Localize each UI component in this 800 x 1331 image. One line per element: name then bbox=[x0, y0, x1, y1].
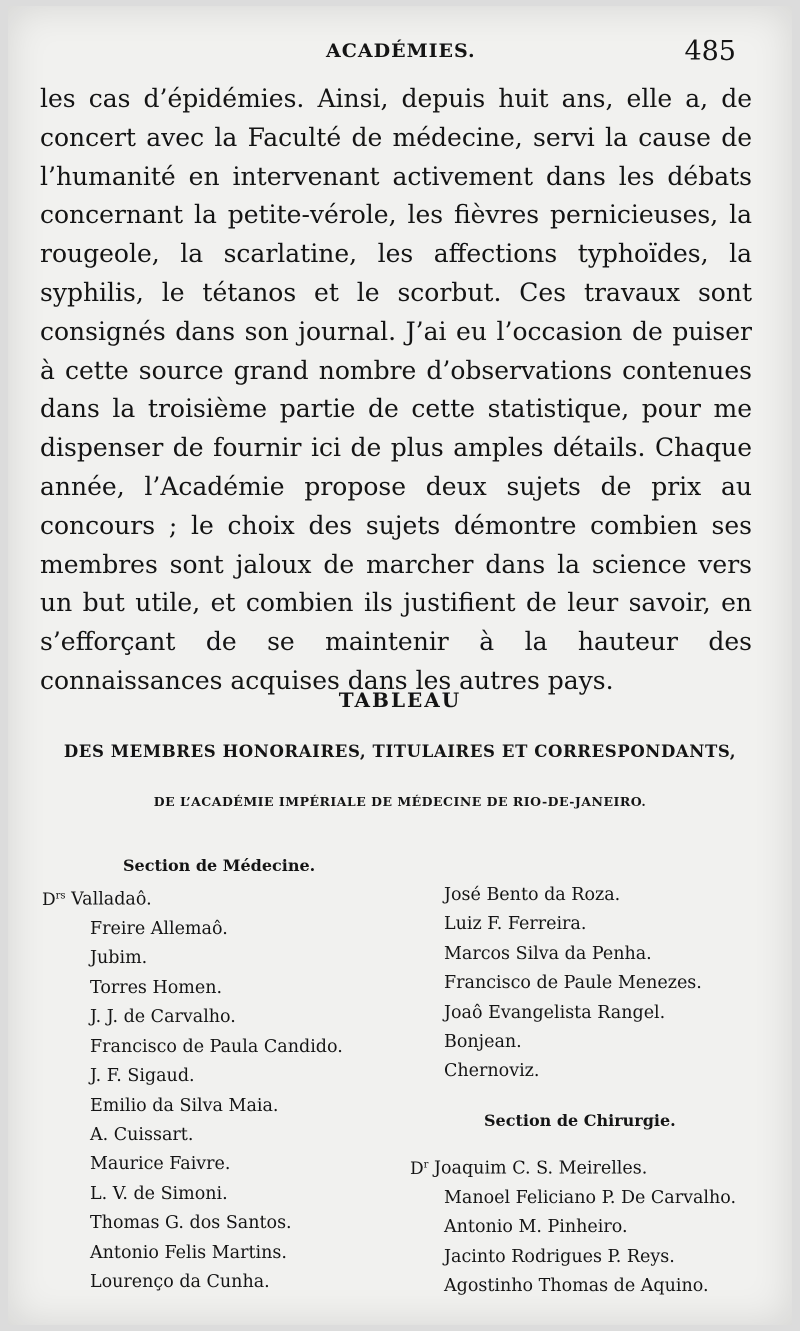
book-page bbox=[8, 6, 792, 1325]
chirurgie-column bbox=[406, 1150, 776, 1302]
member-list-item: Jubim. bbox=[90, 948, 148, 969]
member-list-item: Maurice Faivre. bbox=[90, 1154, 231, 1175]
table-subtitle: DES MEMBRES HONORAIRES, TITULAIRES ET CORRESPONDANTS, bbox=[63, 742, 737, 761]
section-heading-medecine: Section de Médecine. bbox=[123, 856, 316, 875]
medecine-left-column bbox=[42, 881, 402, 1297]
member-list-item: Manoel Feliciano P. De Carvalho. bbox=[444, 1188, 737, 1209]
member-list-item: José Bento da Roza. bbox=[444, 885, 621, 905]
member-list-item: A. Cuissart. bbox=[90, 1124, 194, 1145]
table-title: TABLEAU bbox=[338, 688, 462, 712]
member-list-item: J. F. Sigaud. bbox=[90, 1066, 195, 1087]
member-list-item: $D^{rs}$ Valladaô. bbox=[42, 889, 152, 910]
member-list-item: Antonio Felis Martins. bbox=[90, 1242, 287, 1263]
doctor-prefix: $D^r$ bbox=[410, 1158, 429, 1179]
member-list-item: Francisco de Paula Candido. bbox=[90, 1036, 343, 1057]
running-head bbox=[8, 36, 792, 70]
table-subtitle-academy: DE L’ACADÉMIE IMPÉRIALE DE MÉDECINE DE RIO-DE-JANEIRO. bbox=[153, 794, 647, 809]
member-list-item: Emilio da Silva Maia. bbox=[90, 1095, 279, 1116]
page-number: 485 bbox=[684, 36, 736, 67]
member-list-item: Agostinho Thomas de Aquino. bbox=[444, 1276, 709, 1297]
medecine-right-column bbox=[406, 881, 776, 1087]
member-list-item: Joaô Evangelista Rangel. bbox=[444, 1002, 666, 1023]
member-list-item: Thomas G. dos Santos. bbox=[90, 1213, 292, 1234]
member-list-item: Freire Allemaô. bbox=[90, 919, 228, 940]
member-list-item: $D^r$ Joaquim C. S. Meirelles. bbox=[410, 1158, 648, 1179]
running-title: ACADÉMIES. bbox=[326, 40, 476, 62]
member-list-item: Antonio M. Pinheiro. bbox=[444, 1217, 628, 1238]
member-list-item: Bonjean. bbox=[444, 1032, 522, 1053]
member-list-item: Chernoviz. bbox=[444, 1061, 540, 1082]
member-list-item: Torres Homen. bbox=[90, 977, 223, 998]
member-list-item: Francisco de Paule Menezes. bbox=[444, 973, 702, 994]
member-list-item: Lourenço da Cunha. bbox=[90, 1271, 270, 1292]
doctor-prefix: $D^{rs}$ bbox=[42, 889, 66, 910]
section-heading-chirurgie: Section de Chirurgie. bbox=[484, 1111, 676, 1130]
member-list-item: Luiz F. Ferreira. bbox=[444, 914, 587, 935]
member-list-item: Jacinto Rodrigues P. Reys. bbox=[444, 1246, 675, 1267]
body-paragraph: les cas d’épidémies. Ainsi, depuis huit ans, elle a, de concert avec la Faculté de médecine, servi la cause de l’humanité en intervenant activement dans les débats concernant la petite-vérole, les fièvres pernicieuses, la rougeole, la scarlatine, les affections typhoïdes, la syphilis, le tétanos et le scorbut. Ces travaux sont consignés dans son journal. J’ai eu l’occasion de puiser à cette source grand nombre d’observations contenues dans la troisième partie de cette statistique, pour me dispenser de fournir ici de plus amples détails. Chaque année, l’Académie propose deux sujets de prix au concours ; le choix des sujets démontre combien ses membres sont jaloux de marcher dans la science vers un but utile, et combien ils justifient de leur savoir, en s’efforçant de se maintenir à la hauteur des connaissances acquises dans les autres pays. bbox=[40, 84, 752, 695]
member-list-item: Marcos Silva da Penha. bbox=[444, 943, 652, 964]
member-list-item: J. J. de Carvalho. bbox=[90, 1007, 236, 1028]
member-list-item: L. V. de Simoni. bbox=[90, 1183, 228, 1204]
